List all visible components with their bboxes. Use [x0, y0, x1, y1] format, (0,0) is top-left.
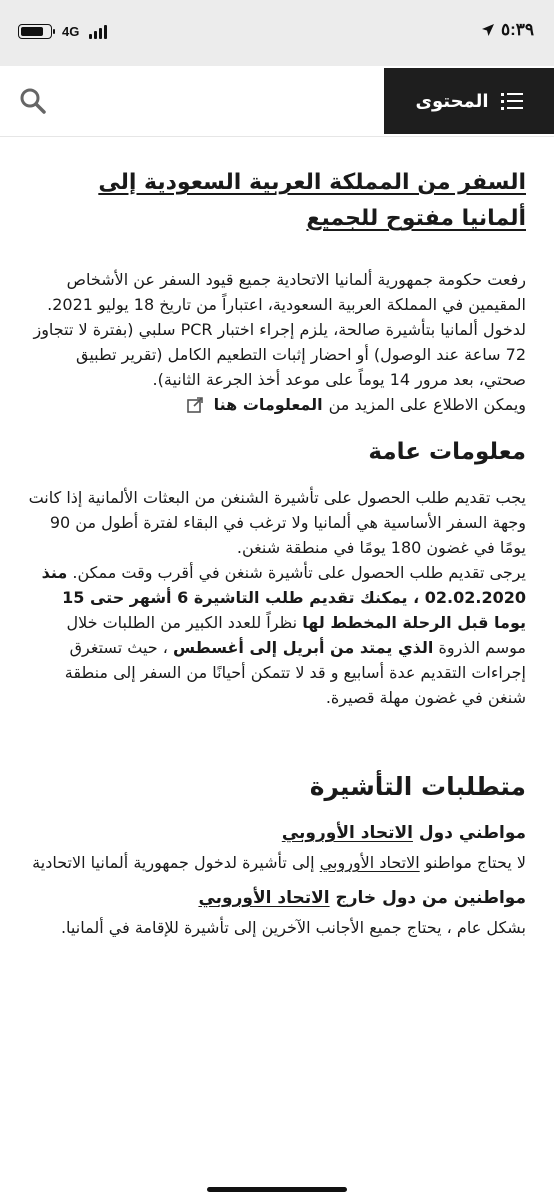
- status-right: [481, 20, 534, 40]
- more-info-prefix: ويمكن الاطلاع على المزيد من: [328, 395, 526, 414]
- general-paragraph-1: يجب تقديم طلب الحصول على تأشيرة الشنغن من البعثات الألمانية إذا كانت وجهة السفر الأساسية هي ألمانيا ولا ترغب في البقاء لفترة أطول من 90 يومًا في غضون 180 يومًا في منطقة شنغن.: [28, 488, 526, 557]
- non-eu-heading-text: مواطنين من دول خارج: [335, 888, 526, 908]
- signal-icon: [89, 25, 107, 39]
- non-eu-heading-link[interactable]: الاتحاد الأوروبي: [198, 888, 330, 908]
- more-info-link[interactable]: المعلومات هنا: [213, 395, 323, 414]
- search-button[interactable]: [8, 76, 58, 126]
- intro-paragraph-1: رفعت حكومة جمهورية ألمانيا الاتحادية جميع قيود السفر عن الأشخاص المقيمين في المملكة العربية السعودية، اعتباراً من تاريخ 18 يوليو 2021.: [47, 270, 526, 314]
- external-link-icon[interactable]: [186, 396, 204, 414]
- more-info-line: [28, 392, 526, 417]
- general-p2-bold-b: الذي يمتد من أبريل إلى أغسطس: [173, 638, 434, 657]
- visa-requirements-heading: متطلبات التأشيرة: [309, 772, 526, 801]
- eu-citizens-heading: [28, 820, 526, 846]
- general-paragraph-2: [28, 560, 526, 710]
- general-p2-text-b: نظراً للعدد الكبير من الطلبات خلال موسم الذروة: [66, 613, 526, 657]
- main-content: [0, 165, 554, 940]
- search-icon: [19, 87, 47, 115]
- eu-text-b: إلى تأشيرة لدخول جمهورية ألمانيا الاتحادية: [32, 853, 315, 872]
- eu-heading-link[interactable]: الاتحاد الأوروبي: [281, 823, 413, 843]
- eu-citizens-text: [28, 850, 526, 875]
- status-bar: [0, 0, 554, 66]
- contents-label: المحتوى: [415, 90, 489, 112]
- network-type: 4G: [62, 24, 80, 39]
- intro-paragraph-2: لدخول ألمانيا بتأشيرة صالحة، يلزم إجراء اختبار PCR سلبي (بفترة لا تتجاوز 72 ساعة عند الوصول) أو احضار إثبات التطعيم الكامل (تقرير تطبيق صحتي، بعد مرور 14 يوماً على موعد أخذ الجرعة الثانية).: [33, 320, 526, 389]
- status-left: [18, 24, 107, 39]
- general-p2-bold-a: منذ 02.02.2020 ، يمكنك تقديم طلب التاشيرة 6 أشهر حتى 15 يوما قبل الرحلة المخطط لها: [41, 563, 526, 632]
- eu-heading-text: مواطني دول: [418, 823, 526, 843]
- location-arrow-icon: [481, 23, 495, 37]
- battery-icon: [18, 24, 52, 39]
- status-time: ٥:٣٩: [500, 20, 534, 39]
- home-indicator: [207, 1187, 347, 1192]
- contents-button[interactable]: [384, 68, 554, 134]
- non-eu-citizens-heading: [28, 885, 526, 911]
- general-p2-text-c: ، حيث تستغرق إجراءات التقديم عدة أسابيع و قد لا تتمكن أحيانًا من السفر إلى منطقة شنغن في غضون مهلة قصيرة.: [64, 638, 526, 707]
- list-icon: [501, 93, 523, 110]
- eu-text-a: لا يحتاج مواطنو: [424, 853, 526, 872]
- article-title[interactable]: السفر من المملكة العربية السعودية إلى ألمانيا مفتوح للجميع: [98, 170, 526, 231]
- general-info-heading: معلومات عامة: [368, 439, 526, 465]
- non-eu-citizens-text: بشكل عام ، يحتاج جميع الأجانب الآخرين إلى تأشيرة للإقامة في ألمانيا.: [60, 918, 526, 937]
- general-p2-text-a: يرجى تقديم طلب الحصول على تأشيرة شنغن في أقرب وقت ممكن.: [72, 563, 526, 582]
- top-nav: [0, 66, 554, 137]
- eu-text-link[interactable]: الاتحاد الأوروبي: [319, 853, 420, 872]
